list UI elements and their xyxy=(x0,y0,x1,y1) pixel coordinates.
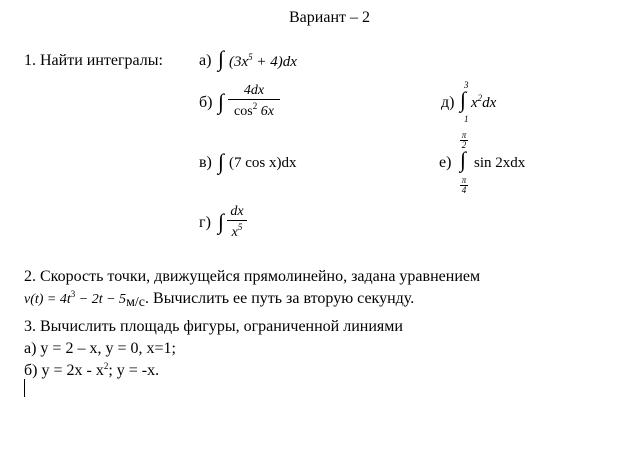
fraction-bar xyxy=(227,220,247,221)
task3-item-b xyxy=(24,362,159,379)
integral-e-lower-num: π xyxy=(461,175,467,185)
integral-sign-icon: ∫ xyxy=(460,87,467,112)
page-title: Вариант – 2 xyxy=(289,9,370,26)
integral-b-fraction xyxy=(228,84,280,119)
task2-line2 xyxy=(24,290,414,310)
integral-b-den-arg: 6x xyxy=(257,104,274,119)
integral-d-integrand: x xyxy=(471,95,478,111)
integral-g-numerator: dx xyxy=(230,204,244,219)
task2-formula-power: 3 xyxy=(70,289,76,299)
integral-a-power: 5 xyxy=(248,52,253,62)
integral-e-upper-den: 2 xyxy=(461,140,467,150)
text-cursor[interactable] xyxy=(24,379,25,397)
integral-d-upper: 3 xyxy=(464,80,469,90)
integral-e-lower xyxy=(460,176,468,195)
integral-d-power: 2 xyxy=(477,93,483,103)
integral-sign-icon: ∫ xyxy=(218,46,225,71)
integral-g-fraction xyxy=(227,205,247,240)
task1-label: 1. Найти интегралы: xyxy=(24,52,163,69)
task2-unit: м/с xyxy=(126,295,146,310)
integral-a-rest: + 4)dx xyxy=(252,54,297,70)
task2-formula-rest: − 2t − 5 xyxy=(75,292,127,307)
task2-formula: v(t) = 4t xyxy=(24,292,71,307)
integral-b-letter: б) xyxy=(199,94,213,111)
task2-line2-rest: . Вычислить ее путь за вторую секунду. xyxy=(145,290,415,307)
integral-b-cos: cos xyxy=(234,104,253,119)
integral-sign-icon: ∫ xyxy=(460,147,467,172)
integral-e-integrand: sin 2xdx xyxy=(474,155,526,171)
integral-sign-icon: ∫ xyxy=(218,209,225,234)
task3-line1: 3. Вычислить площадь фигуры, ограниченной линиями xyxy=(24,318,403,335)
integral-a-letter: а) xyxy=(199,52,212,69)
integral-d-rest: dx xyxy=(482,95,497,111)
fraction-bar xyxy=(228,99,280,100)
integral-d-lower: 1 xyxy=(464,114,469,124)
integral-g-letter: г) xyxy=(199,214,211,231)
integral-a-integrand: (3x xyxy=(229,54,249,70)
integral-g-den-power: 5 xyxy=(237,222,243,232)
integral-b-numerator: 4dx xyxy=(243,83,265,98)
task3-item-b-post: ; y = -x. xyxy=(108,362,160,379)
integral-v-letter: в) xyxy=(199,154,212,171)
integral-e-lower-den: 4 xyxy=(461,185,467,195)
integral-sign-icon: ∫ xyxy=(218,149,225,174)
integral-sign-icon: ∫ xyxy=(218,89,225,114)
integral-b-den-power: 2 xyxy=(252,101,258,111)
integral-e-upper-num: π xyxy=(461,130,467,140)
task2-line1: 2. Скорость точки, движущейся прямолинейно, задана уравнением xyxy=(24,268,481,285)
integral-v-integrand: (7 cos x)dx xyxy=(229,155,297,171)
task3-item-a: а) y = 2 – x, y = 0, x=1; xyxy=(24,340,176,357)
task3-item-b-pre: б) y = 2x - x xyxy=(24,362,104,379)
integral-d-letter: д) xyxy=(441,94,455,111)
task3-item-b-power: 2 xyxy=(103,361,109,371)
integral-e-letter: е) xyxy=(439,154,452,171)
integral-g-den-x: x xyxy=(231,225,238,240)
